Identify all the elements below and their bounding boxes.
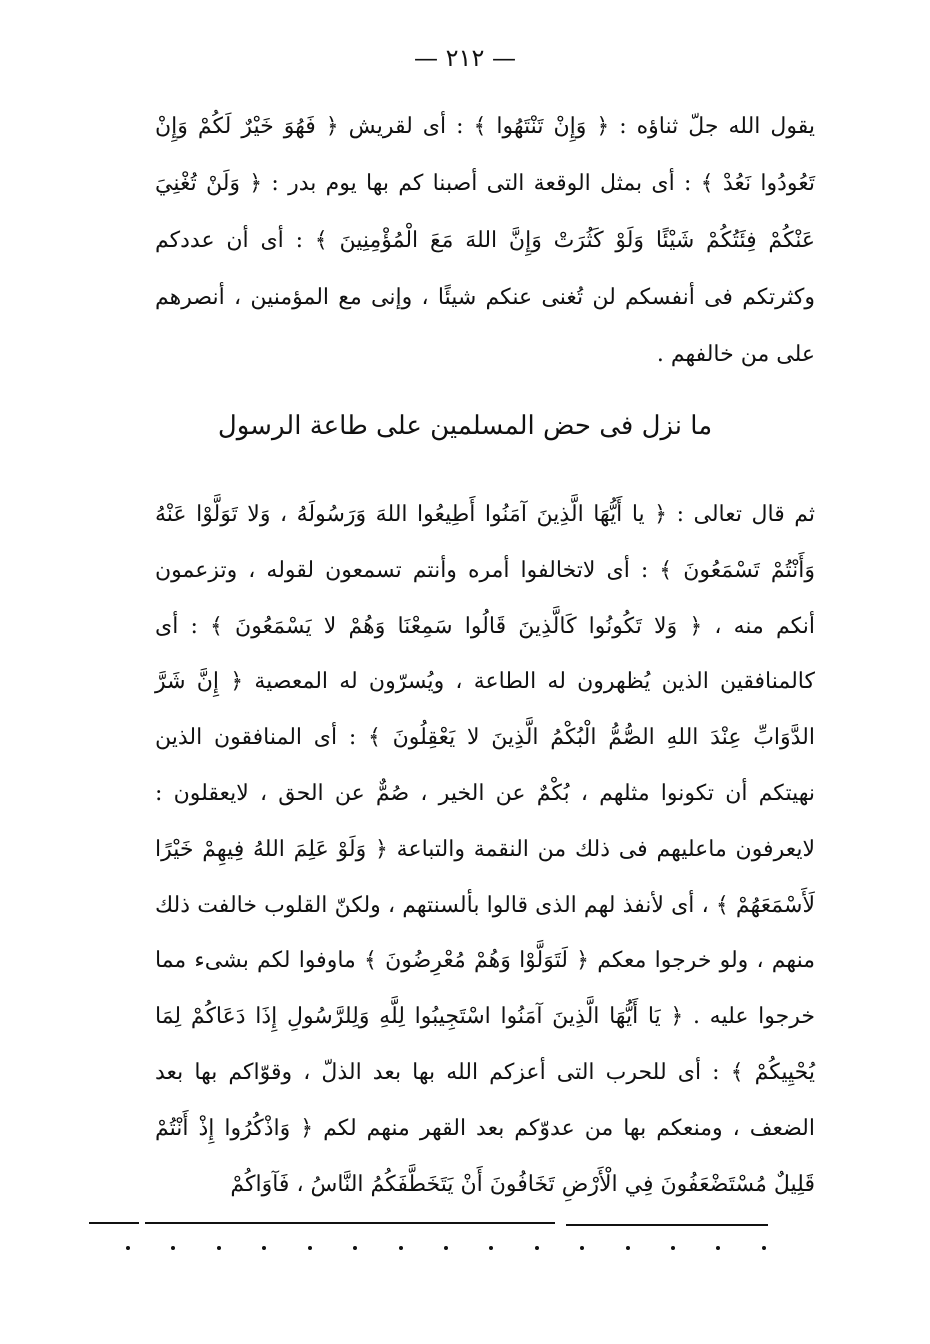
footer-dot [489,1246,493,1250]
paragraph-1 [155,98,815,383]
footer-dot [444,1246,448,1250]
footer-dot-row [126,1246,766,1250]
footer-dot [353,1246,357,1250]
footer-rule-right [566,1224,768,1226]
footer-dot [716,1246,720,1250]
footer-rule-middle [145,1222,555,1224]
footer-dot [580,1246,584,1250]
footer-rule-left [89,1222,139,1224]
footer-dot [171,1246,175,1250]
paragraph-2 [155,487,815,1212]
footer-dot [308,1246,312,1250]
footer-dot [535,1246,539,1250]
page-number: — ٢١٢ — [414,44,516,72]
footer-dot [626,1246,630,1250]
footer-dot [399,1246,403,1250]
paragraph-1-text: يقول الله جلّ ثناؤه : ﴿ وَإِنْ تَنْتَهُوا ﴾ : أى لقريش ﴿ فَهُوَ خَيْرٌ لَكُمْ وَإِنْ تَعُودُوا نَعُدْ ﴾ : أى بمثل الوقعة التى أصبنا كم بها يوم بدر : ﴿ وَلَنْ تُغْنِيَ عَنْكُمْ فِئَتُكُمْ شَيْئًا وَلَوْ كَثُرَتْ وَإِنَّ اللهَ مَعَ الْمُؤْمِنِينَ ﴾ : أى أن عددكم وكثرتكم فى أنفسكم لن تُغنى عنكم شيئًا ، وإنى مع المؤمنين ، أنصرهم على من خالفهم . [155,114,815,367]
paragraph-2-text: ثم قال تعالى : ﴿ يا أَيُّهَا الَّذِينَ آمَنُوا أَطِيعُوا اللهَ وَرَسُولَهُ ، وَلا تَوَلَّوْا عَنْهُ وَأَنْتُمْ تَسْمَعُونَ ﴾ : أى لاتخالفوا أمره وأنتم تسمعون لقوله ، وتزعمون أنكم منه ، ﴿ وَلا تَكُونُوا كَالَّذِينَ قَالُوا سَمِعْنَا وَهُمْ لا يَسْمَعُونَ ﴾ : أى كالمنافقين الذين يُظهرون له الطاعة ، ويُسرّون له المعصية ﴿ إِنَّ شَرَّ الدَّوَابِّ عِنْدَ اللهِ الصُّمُّ الْبُكْمُ الَّذِينَ لا يَعْقِلُونَ ﴾ : أى المنافقون الذين نهيتكم أن تكونوا مثلهم ، بُكْمٌ عن الخير ، صُمٌّ عن الحق ، لايعقلون : لايعرفون ماعليهم فى ذلك من النقمة والتباعة ﴿ وَلَوْ عَلِمَ اللهُ فِيهِمْ خَيْرًا لَأَسْمَعَهُمْ ﴾ ، أى لأنفذ لهم الذى قالوا بألسنتهم ، ولكنّ القلوب خالفت ذلك منهم ، ولو خرجوا معكم ﴿ لَتَوَلَّوْا وَهُمْ مُعْرِضُونَ ﴾ ماوفوا لكم بشىء مما خرجوا عليه . ﴿ يَا أَيُّهَا الَّذِينَ آمَنُوا اسْتَجِيبُوا لِلَّهِ وَلِلرَّسُولِ إِذَا دَعَاكُمْ لِمَا يُحْيِيكُمْ ﴾ : أى للحرب التى أعزكم الله بها بعد الذلّ ، وقوّاكم بها بعد الضعف ، ومنعكم بها من عدوّكم بعد القهر منهم لكم ﴿ وَاذْكُرُوا إِذْ أَنْتُمْ قَلِيلٌ مُسْتَضْعَفُونَ فِي الْأَرْضِ تَخَافُونَ أَنْ يَتَخَطَّفَكُمُ النَّاسُ ، فَآوَاكُمْ [155,502,815,1197]
footer-dot [217,1246,221,1250]
footer-dot [671,1246,675,1250]
footer-dot [126,1246,130,1250]
section-heading: ما نزل فى حض المسلمين على طاعة الرسول [217,411,713,441]
footer-dot [262,1246,266,1250]
footer-dot [762,1246,766,1250]
